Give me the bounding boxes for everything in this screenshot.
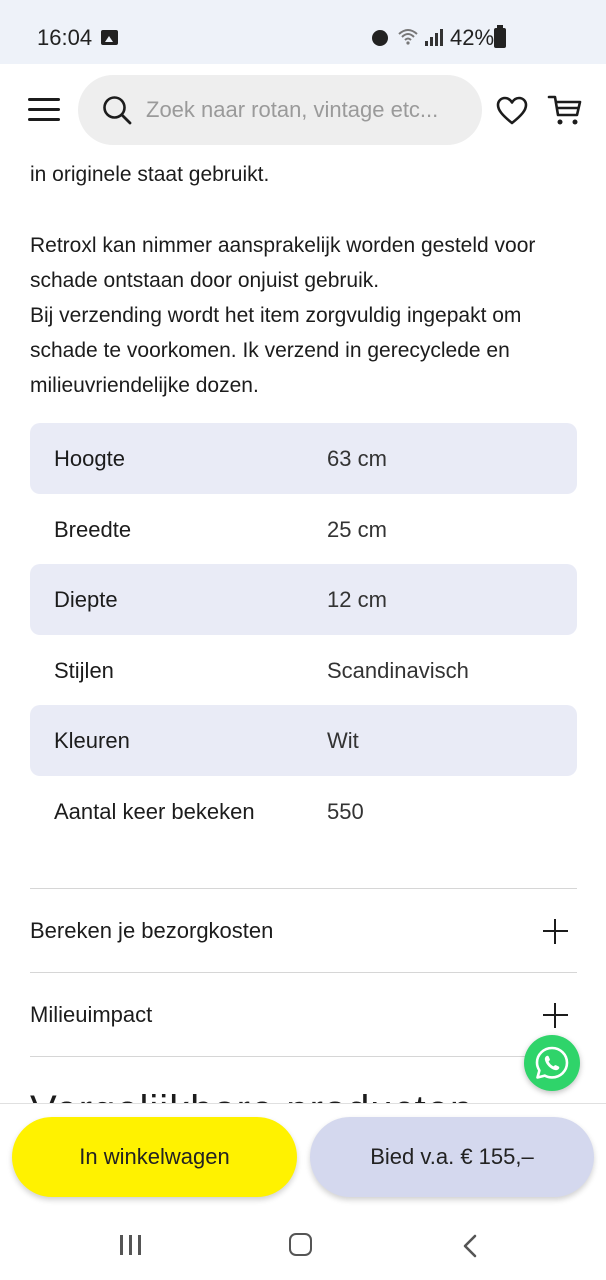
spec-value: 63 cm — [327, 446, 387, 471]
alarm-icon — [372, 30, 388, 46]
add-to-cart-button[interactable]: In winkelwagen — [12, 1117, 297, 1197]
accordion-title: Milieuimpact — [30, 1002, 153, 1027]
spec-label: Stijlen — [54, 657, 114, 683]
battery-icon — [494, 28, 506, 48]
system-nav-bar — [0, 1211, 606, 1280]
description-paragraph: Retroxl kan nimmer aansprakelijk worden gesteld voor schade ontstaan door onjuist gebruik. Bij verzending wordt het item zorgvuldig ingepakt om schade te voorkomen. Ik verzend in gerecyclede en milieuvriendelijke dozen. — [30, 234, 536, 397]
similar-products-title — [30, 1080, 570, 1104]
menu-icon[interactable] — [28, 98, 60, 122]
home-icon[interactable] — [289, 1233, 312, 1256]
spec-value: 550 — [327, 798, 364, 824]
spec-row-kleuren — [30, 705, 577, 776]
heart-icon[interactable] — [496, 96, 528, 126]
action-bar — [0, 1103, 606, 1211]
spec-value: Wit — [327, 728, 359, 753]
plus-icon[interactable] — [543, 1003, 568, 1028]
spec-label: Hoogte — [54, 446, 125, 471]
search-icon — [102, 95, 132, 125]
specs-table — [30, 423, 577, 846]
status-bar — [0, 0, 606, 64]
spec-row-diepte — [30, 564, 577, 635]
cart-icon[interactable] — [548, 94, 582, 126]
accordion-title: Bereken je bezorgkosten — [30, 918, 274, 943]
whatsapp-icon — [534, 1045, 570, 1081]
spec-label: Kleuren — [54, 728, 130, 753]
wifi-icon — [398, 27, 418, 45]
spec-label: Breedte — [54, 516, 132, 542]
divider — [30, 1056, 530, 1057]
spec-row-hoogte — [30, 423, 577, 494]
spec-row-views — [30, 776, 577, 847]
make-offer-button[interactable]: Bied v.a. € 155,– — [310, 1117, 594, 1197]
spec-label: Aantal keer bekeken — [54, 798, 255, 824]
spec-value: 12 cm — [327, 587, 387, 612]
search-input[interactable] — [146, 93, 466, 127]
accordion-environmental-impact[interactable] — [30, 972, 577, 1056]
plus-icon[interactable] — [543, 919, 568, 944]
signal-icon — [423, 28, 443, 46]
search-box[interactable] — [78, 75, 482, 145]
spec-row-stijlen — [30, 635, 577, 706]
description-first-line: in originele staat gebruikt. — [30, 163, 270, 186]
spec-row-breedte — [30, 494, 577, 565]
back-icon[interactable] — [460, 1234, 480, 1258]
spec-label: Diepte — [54, 587, 118, 612]
recents-icon[interactable] — [120, 1235, 142, 1255]
spec-value: Scandinavisch — [327, 657, 469, 683]
battery-percentage: 42% — [450, 25, 495, 50]
accordion-shipping-costs[interactable] — [30, 888, 577, 972]
gallery-icon — [101, 30, 118, 45]
whatsapp-button[interactable] — [524, 1035, 580, 1091]
status-time: 16:04 — [37, 25, 93, 50]
spec-value: 25 cm — [327, 516, 387, 542]
header — [0, 64, 606, 160]
